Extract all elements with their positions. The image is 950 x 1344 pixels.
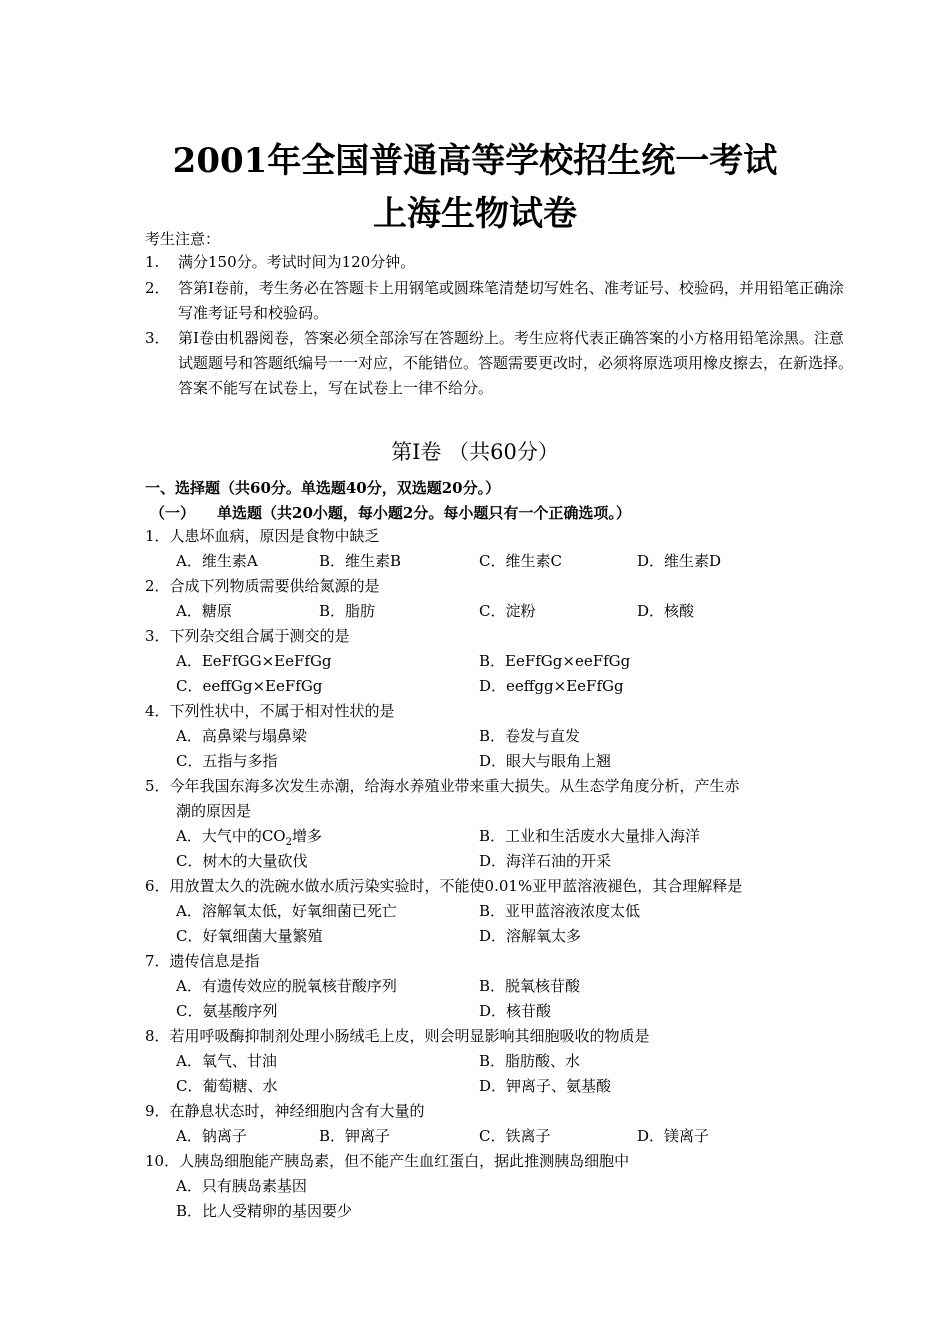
q9-option-d: D．镁离子 — [637, 1127, 710, 1145]
q1-option-c: C．维生素C — [479, 552, 562, 570]
q4-option-b: B．卷发与直发 — [479, 727, 581, 745]
question-4: 4．下列性状中，不属于相对性状的是 — [145, 702, 395, 720]
question-3: 3．下列杂交组合属于测交的是 — [145, 627, 350, 645]
exam-subtitle: 上海生物试卷 — [373, 194, 577, 234]
q2-option-a: A．糖原 — [176, 602, 232, 620]
q2-option-b: B．脂肪 — [319, 602, 376, 620]
exam-title: 2001年全国普通高等学校招生统一考试 — [172, 141, 778, 181]
q5-option-c: C．树木的大量砍伐 — [176, 852, 308, 870]
q3-option-b: B．EeFfGg×eeFfGg — [479, 652, 631, 670]
note-number: 2． — [145, 279, 170, 297]
sub-text: 单选题（共20小题，每小题2分。每小题只有一个正确选项。） — [217, 504, 631, 522]
sub-title — [150, 502, 631, 523]
q6-option-c: C．好氧细菌大量繁殖 — [176, 927, 323, 945]
note-text: 第Ⅰ卷由机器阅卷，答案必须全部涂写在答题纷上。考生应将代表正确答案的小方格用铅笔涂黑。注意试题题号和答题纸编号一一对应，不能错位。答题需要更改时，必须将原选项用橡皮擦去，在新选择。答案不能写在试卷上，写在试卷上一律不给分。 — [178, 329, 854, 397]
q1-option-a: A．维生素A — [176, 552, 258, 570]
subscript: 2 — [285, 837, 292, 848]
q6-option-b: B．亚甲蓝溶液浓度太低 — [479, 902, 641, 920]
q8-option-b: B．脂肪酸、水 — [479, 1052, 581, 1070]
q1-option-b: B．维生素B — [319, 552, 402, 570]
note-number: 3． — [145, 329, 170, 347]
q3-option-c: C．eeffGg×EeFfGg — [176, 677, 323, 695]
q7-option-c: C．氨基酸序列 — [176, 1002, 278, 1020]
q2-option-c: C．淀粉 — [479, 602, 536, 620]
q4-option-a: A．高鼻梁与塌鼻梁 — [176, 727, 307, 745]
q9-option-a: A．钠离子 — [176, 1127, 247, 1145]
q8-option-d: D．钾离子、氨基酸 — [479, 1077, 612, 1095]
q3-option-d: D．eeffgg×EeFfGg — [479, 677, 624, 695]
question-5-continued: 潮的原因是 — [176, 802, 252, 820]
q7-option-b: B．脱氧核苷酸 — [479, 977, 581, 995]
q1-option-d: D．维生素D — [637, 552, 722, 570]
q5-option-a-text: A．大气中的CO — [176, 827, 286, 845]
q8-option-a: A．氧气、甘油 — [176, 1052, 277, 1070]
q3-option-a: A．EeFfGG×EeFfGg — [176, 652, 332, 670]
q9-option-b: B．钾离子 — [319, 1127, 391, 1145]
note-text: 满分150分。考试时间为120分钟。 — [178, 253, 416, 271]
note-number: 1. — [145, 253, 160, 271]
sub-number: （一） — [150, 504, 196, 522]
section-title: 第Ⅰ卷 （共60分） — [391, 440, 559, 464]
notice-heading: 考生注意： — [145, 230, 221, 248]
q5-option-d: D．海洋石油的开采 — [479, 852, 612, 870]
part-title: 一、选择题（共60分。单选题40分，双选题20分。） — [145, 479, 501, 497]
q5-option-a-suffix: 增多 — [291, 827, 322, 845]
q2-option-d: D．核酸 — [637, 602, 695, 620]
question-5: 5．今年我国东海多次发生赤潮，给海水养殖业带来重大损失。从生态学角度分析，产生赤 — [145, 777, 740, 795]
q9-option-c: C．铁离子 — [479, 1127, 551, 1145]
q4-option-c: C．五指与多指 — [176, 752, 278, 770]
question-2: 2．合成下列物质需要供给氮源的是 — [145, 577, 380, 595]
q5-option-b: B．工业和生活废水大量排入海洋 — [479, 827, 701, 845]
note-text: 答第Ⅰ卷前，考生务必在答题卡上用钢笔或圆珠笔清楚切写姓名、准考证号、校验码，并用铅笔正确涂写准考证号和校验码。 — [178, 279, 844, 322]
q6-option-a: A．溶解氧太低，好氧细菌已死亡 — [176, 902, 397, 920]
q6-option-d: D．溶解氧太多 — [479, 927, 582, 945]
question-1: 1．人患坏血病，原因是食物中缺乏 — [145, 527, 380, 545]
q10-option-b: B．比人受精卵的基因要少 — [176, 1202, 353, 1220]
q8-option-c: C．葡萄糖、水 — [176, 1077, 278, 1095]
q7-option-a: A．有遗传效应的脱氧核苷酸序列 — [176, 977, 397, 995]
question-9: 9．在静息状态时，神经细胞内含有大量的 — [145, 1102, 425, 1120]
question-7: 7．遗传信息是指 — [145, 952, 260, 970]
question-10: 10．人胰岛细胞能产胰岛素，但不能产生血红蛋白，据此推测胰岛细胞中 — [145, 1152, 630, 1170]
q10-option-a: A．只有胰岛素基因 — [176, 1177, 307, 1195]
q7-option-d: D．核苷酸 — [479, 1002, 552, 1020]
q4-option-d: D．眼大与眼角上翘 — [479, 752, 612, 770]
question-8: 8．若用呼吸酶抑制剂处理小肠绒毛上皮，则会明显影响其细胞吸收的物质是 — [145, 1027, 650, 1045]
question-6: 6．用放置太久的洗碗水做水质污染实验时，不能使0.01%亚甲蓝溶液褪色，其合理解释是 — [145, 877, 743, 895]
